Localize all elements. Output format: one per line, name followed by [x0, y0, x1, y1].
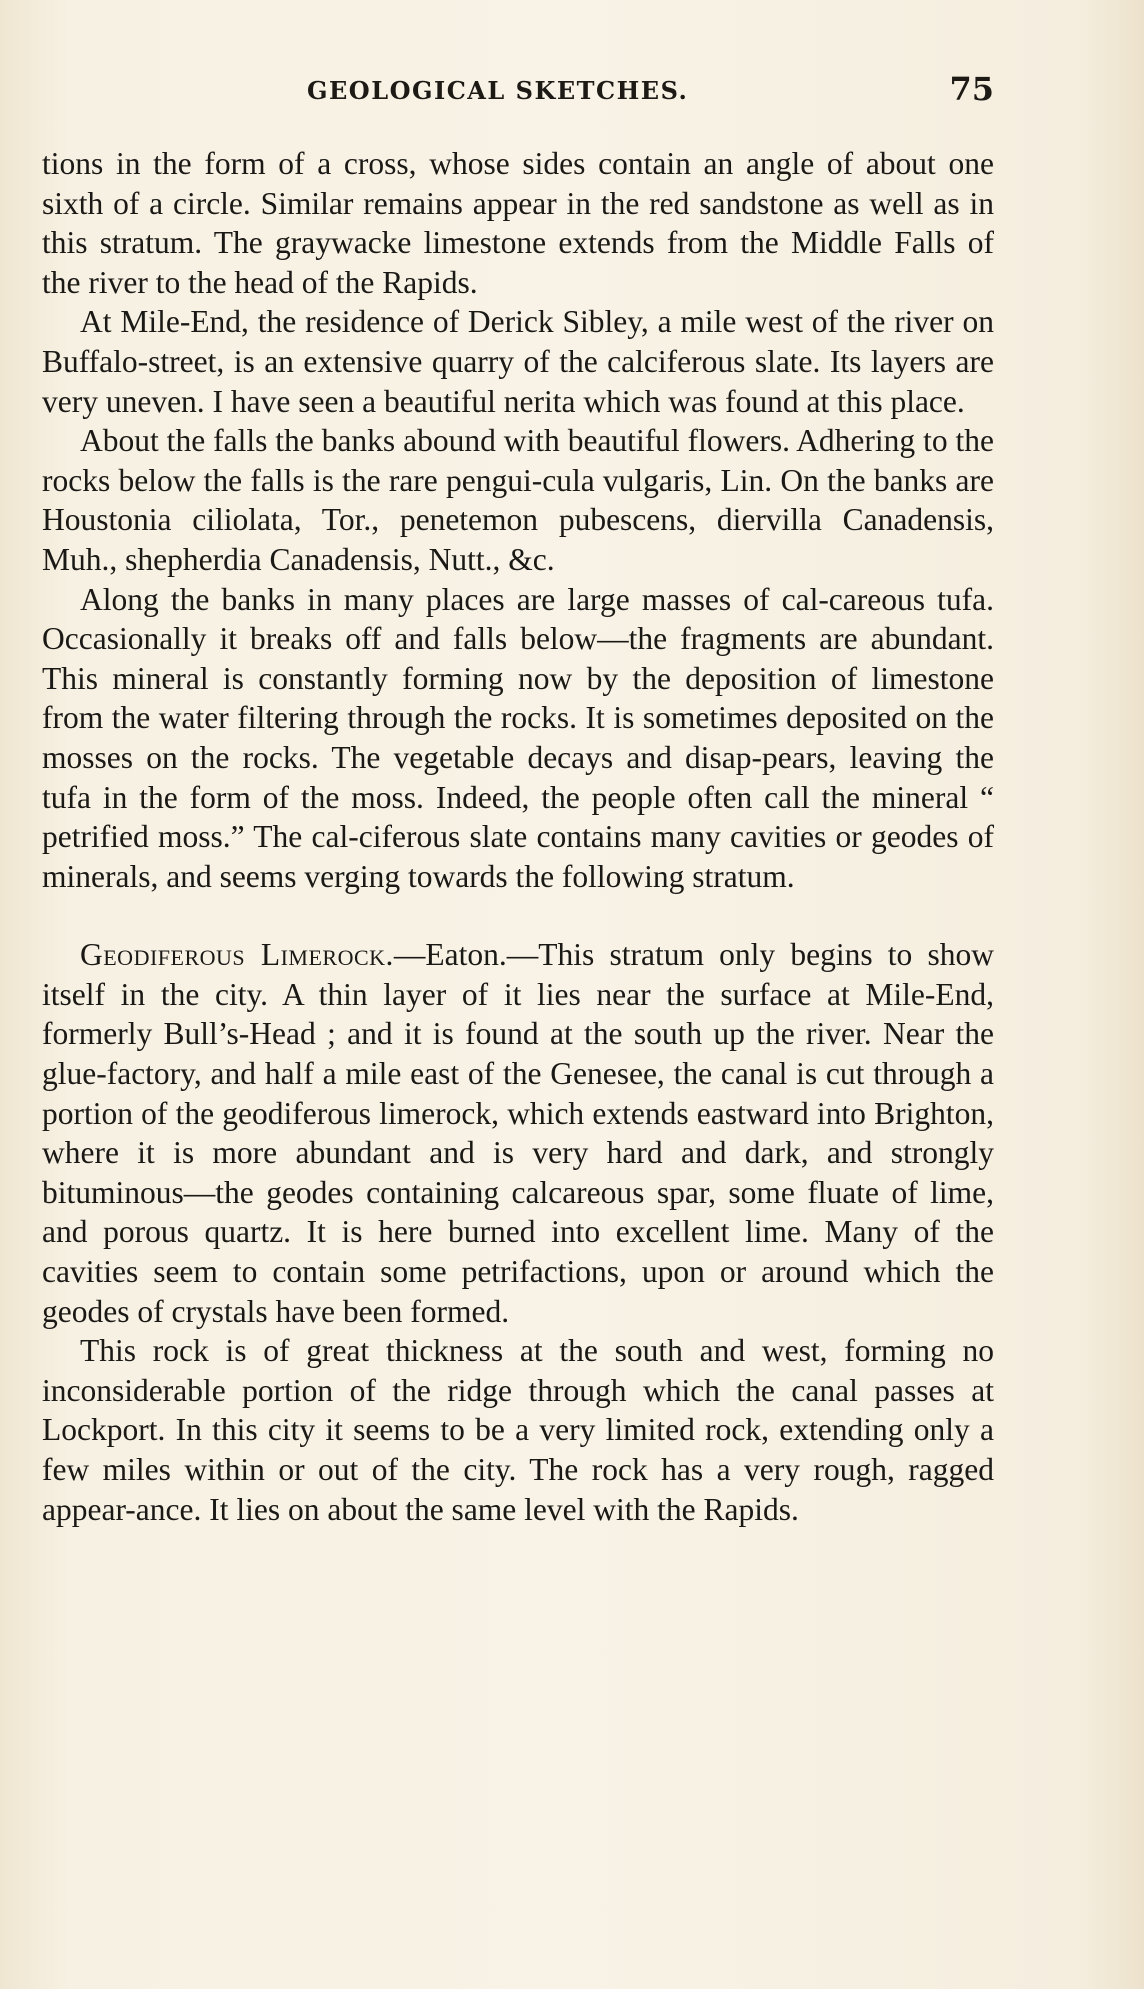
paragraph-geodiferous-limerock — [42, 935, 994, 1331]
paragraph-continuation: tions in the form of a cross, whose sides contain an angle of about one sixth of a circle. Similar remains appear in the red sandstone as well as in this stratum. The graywacke limestone extends from the Middle Falls of the river to the head of the Rapids. — [42, 146, 994, 300]
section-heading-text: —Eaton.—This stratum only begins to show itself in the city. A thin layer of it lies near the surface at Mile-End, formerly Bull’s-Head ; and it is found at the south up the river. Near the glue-factory, and half a mile east of the Genesee, the canal is cut through a portion of the geodiferous limerock, which extends eastward into Brighton, where it is more abundant and is very hard and dark, and strongly bituminous—the geodes containing calcareous spar, some fluate of lime, and porous quartz. It is here burned into excellent lime. Many of the cavities seem to contain some petrifactions, upon or around which the geodes of crystals have been formed. — [42, 937, 994, 1329]
paragraph-tufa: Along the banks in many places are large masses of cal-careous tufa. Occasionally it breaks off and falls below—the fragments are abundant. This mineral is constantly forming now by the deposition of limestone from the water filtering through the rocks. It is sometimes deposited on the mosses on the rocks. The vegetable decays and disap-pears, leaving the tufa in the form of the moss. Indeed, the people often call the mineral “ petrified moss.” The cal-ciferous slate contains many cavities or geodes of minerals, and seems verging towards the following stratum. — [42, 581, 994, 894]
paragraph-rock-thickness: This rock is of great thickness at the south and west, forming no inconsiderable portion of the ridge through which the canal passes at Lockport. In this city it seems to be a very limited rock, extending only a few miles within or out of the city. The rock has a very rough, ragged appear-ance. It lies on about the same level with the Rapids. — [42, 1333, 994, 1527]
paragraph-flowers: About the falls the banks abound with beautiful flowers. Adhering to the rocks below the falls is the rare pengui-cula vulgaris, Lin. On the banks are Houstonia ciliolata, Tor., penetemon pubescens, diervilla Canadensis, Muh., shepherdia Canadensis, Nutt., &c. — [42, 423, 994, 577]
running-head: GEOLOGICAL SKETCHES. — [307, 76, 689, 105]
page-number: 75 — [949, 70, 994, 108]
body-text — [42, 144, 994, 1529]
paragraph-mile-end: At Mile-End, the residence of Derick Sibley, a mile west of the river on Buffalo-street, is an extensive quarry of the calciferous slate. Its layers are very uneven. I have seen a beautiful nerita which was found at this place. — [42, 304, 994, 419]
section-heading: Geodiferous Limerock. — [80, 937, 394, 973]
page-header — [42, 70, 994, 110]
